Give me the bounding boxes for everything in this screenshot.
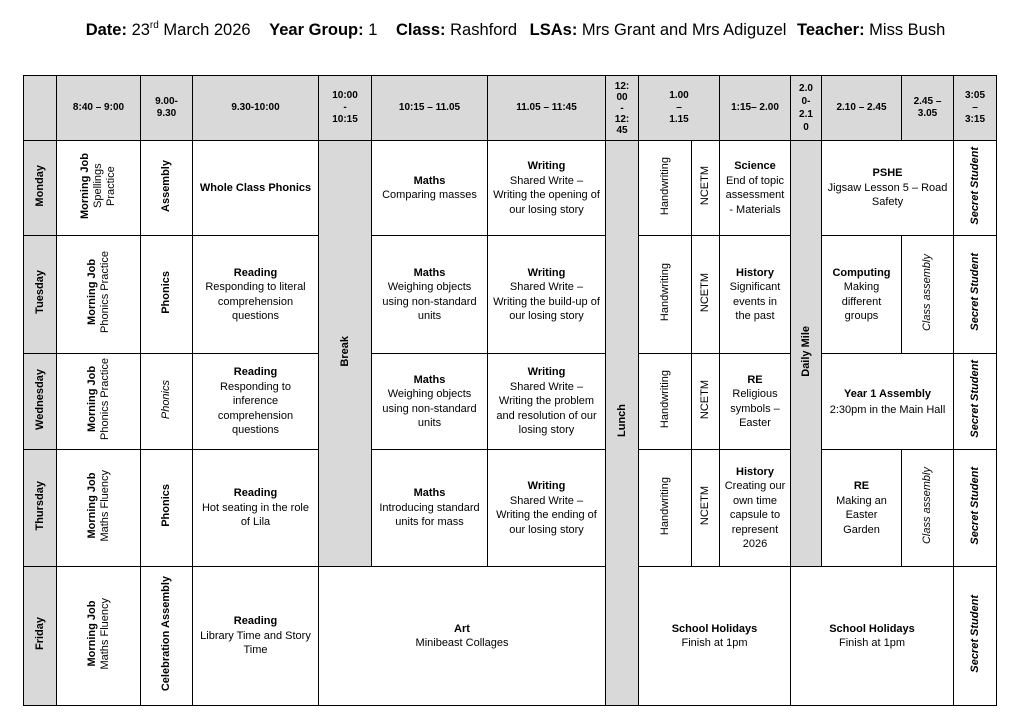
science-cell: Science End of topic assessment - Materials (720, 141, 791, 236)
phonics-cell: Phonics (141, 236, 193, 354)
morning-job-cell: Morning Job Spellings Practice (57, 141, 141, 236)
handwriting-cell: Handwriting (639, 236, 692, 354)
time-slot: 2.10 – 2.45 (822, 76, 902, 141)
phonics-cell: Phonics (141, 450, 193, 567)
writing-cell: Writing Shared Write – Writing the problem and resolution of our losing story (488, 354, 606, 450)
time-slot: 10:00 - 10:15 (319, 76, 372, 141)
secret-student-cell: Secret Student (954, 236, 997, 354)
maths-cell: Maths Comparing masses (372, 141, 488, 236)
time-slot: 12: 00 - 12: 45 (606, 76, 639, 141)
writing-cell: Writing Shared Write – Writing the build-up of our losing story (488, 236, 606, 354)
writing-cell: Writing Shared Write – Writing the ending of our losing story (488, 450, 606, 567)
maths-cell: Maths Weighing objects using non-standard units (372, 354, 488, 450)
lunch-cell: Lunch (606, 141, 639, 706)
celebration-assembly-cell: Celebration Assembly (141, 567, 193, 706)
year-group-label: Year Group: (269, 21, 364, 39)
school-holidays-cell: School Holidays Finish at 1pm (639, 567, 791, 706)
lsa-value: Mrs Grant and Mrs Adiguzel (581, 21, 787, 39)
maths-cell: Maths Weighing objects using non-standard units (372, 236, 488, 354)
handwriting-cell: Handwriting (639, 354, 692, 450)
day-row-friday (24, 567, 997, 706)
secret-student-cell: Secret Student (954, 141, 997, 236)
day-label: Monday (24, 141, 57, 236)
time-header-row (24, 76, 997, 141)
maths-cell: Maths Introducing standard units for mass (372, 450, 488, 567)
lsa-label: LSAs: (529, 21, 578, 39)
ncetm-cell: NCETM (692, 141, 720, 236)
secret-student-cell: Secret Student (954, 354, 997, 450)
class-value: Rashford (450, 21, 518, 39)
morning-job-cell: Morning Job Phonics Practice (57, 236, 141, 354)
teacher-value: Miss Bush (869, 21, 946, 39)
time-slot: 1:15– 2.00 (720, 76, 791, 141)
handwriting-cell: Handwriting (639, 141, 692, 236)
re-cell: RE Making an Easter Garden (822, 450, 902, 567)
writing-cell: Writing Shared Write – Writing the opening of our losing story (488, 141, 606, 236)
time-slot: 9.00- 9.30 (141, 76, 193, 141)
reading-cell: Reading Hot seating in the role of Lila (193, 450, 319, 567)
morning-job-cell: Morning Job Phonics Practice (57, 354, 141, 450)
ncetm-cell: NCETM (692, 450, 720, 567)
pshe-cell: PSHE Jigsaw Lesson 5 – Road Safety (822, 141, 954, 236)
history-cell: History Creating our own time capsule to represent 2026 (720, 450, 791, 567)
day-row-thursday (24, 450, 997, 567)
timetable (23, 75, 997, 706)
reading-cell: Reading Responding to literal comprehension questions (193, 236, 319, 354)
document-header: Date: 23rd March 2026 Year Group: 1 Class: Rashford LSAs: Mrs Grant and Mrs Adiguzel Teacher: Miss Bush (85, 19, 946, 39)
phonics-cell: Whole Class Phonics (193, 141, 319, 236)
time-slot: 3:05 – 3:15 (954, 76, 997, 141)
year-group-value: 1 (368, 21, 378, 39)
secret-student-cell: Secret Student (954, 567, 997, 706)
re-cell: RE Religious symbols – Easter (720, 354, 791, 450)
time-slot: 11.05 – 11:45 (488, 76, 606, 141)
class-assembly-cell: Class assembly (902, 236, 954, 354)
day-label: Friday (24, 567, 57, 706)
day-label: Wednesday (24, 354, 57, 450)
handwriting-cell: Handwriting (639, 450, 692, 567)
time-slot: 2.45 – 3.05 (902, 76, 954, 141)
morning-job-cell: Morning Job Maths Fluency (57, 567, 141, 706)
assembly-cell: Assembly (141, 141, 193, 236)
year-assembly-cell: Year 1 Assembly 2:30pm in the Main Hall (822, 354, 954, 450)
reading-cell: Reading Responding to inference comprehension questions (193, 354, 319, 450)
computing-cell: Computing Making different groups (822, 236, 902, 354)
secret-student-cell: Secret Student (954, 450, 997, 567)
phonics-cell: Phonics (141, 354, 193, 450)
date-rest: March 2026 (163, 21, 251, 39)
day-row-tuesday (24, 236, 997, 354)
reading-cell: Reading Library Time and Story Time (193, 567, 319, 706)
date-label: Date (85, 21, 122, 39)
school-holidays-cell: School Holidays Finish at 1pm (791, 567, 954, 706)
day-label: Thursday (24, 450, 57, 567)
daily-mile-cell: Daily Mile (791, 141, 822, 567)
ncetm-cell: NCETM (692, 236, 720, 354)
date-suffix: rd (149, 19, 159, 31)
time-slot: 1.00 – 1.15 (639, 76, 720, 141)
ncetm-cell: NCETM (692, 354, 720, 450)
day-row-wednesday (24, 354, 997, 450)
history-cell: History Significant events in the past (720, 236, 791, 354)
corner-cell (24, 76, 57, 141)
break-cell: Break (319, 141, 372, 567)
time-slot: 10:15 – 11.05 (372, 76, 488, 141)
time-slot: 2.0 0- 2.1 0 (791, 76, 822, 141)
date-day: 23 (131, 21, 150, 39)
time-slot: 8:40 – 9:00 (57, 76, 141, 141)
class-label: Class: (395, 21, 446, 39)
time-slot: 9.30-10:00 (193, 76, 319, 141)
art-cell: Art Minibeast Collages (319, 567, 606, 706)
teacher-label: Teacher: (797, 21, 865, 39)
class-assembly-cell: Class assembly (902, 450, 954, 567)
morning-job-cell: Morning Job Maths Fluency (57, 450, 141, 567)
day-label: Tuesday (24, 236, 57, 354)
day-row-monday (24, 141, 997, 236)
